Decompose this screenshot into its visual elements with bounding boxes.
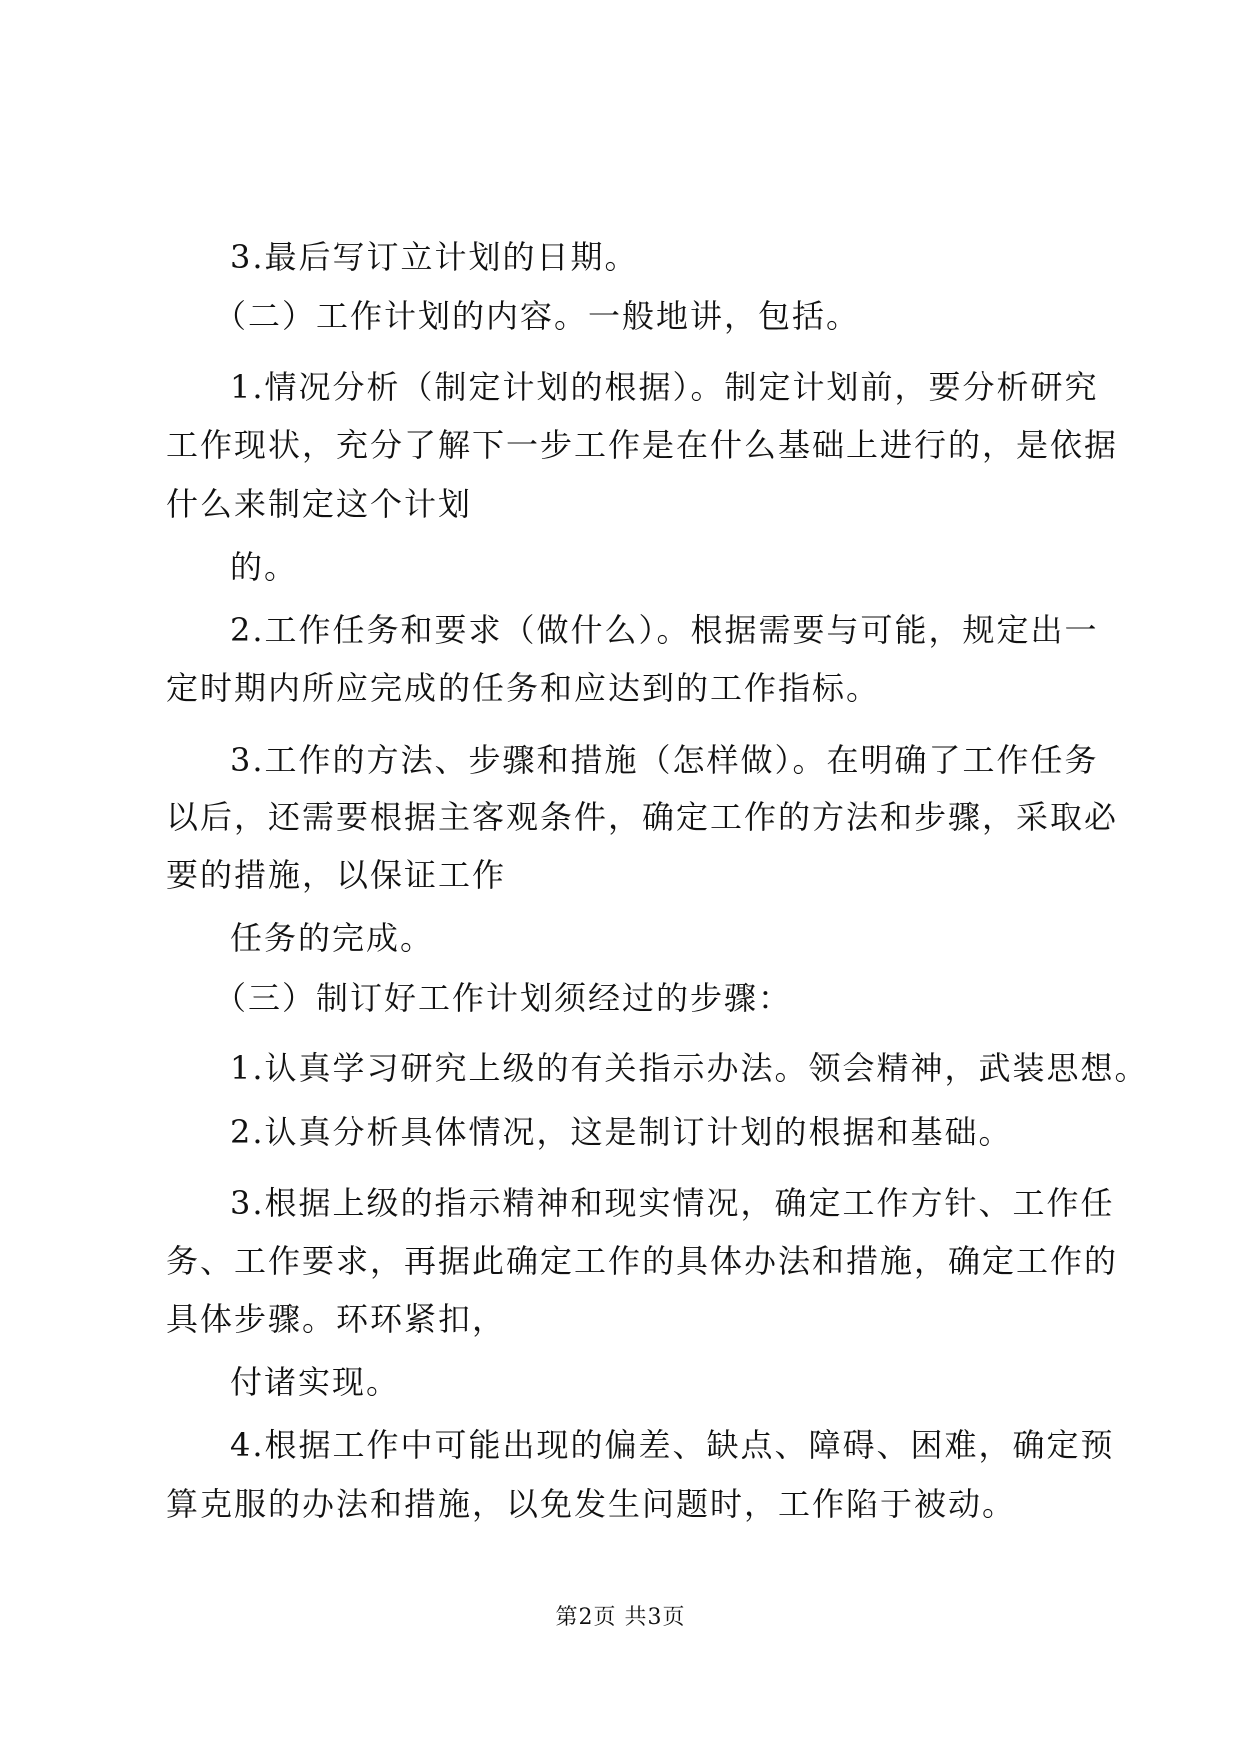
text-line: 以后，还需要根据主客观条件，确定工作的方法和步骤，采取必 <box>166 798 1119 836</box>
text-line: 定时期内所应完成的任务和应达到的工作指标。 <box>166 669 881 707</box>
text-line: 任务的完成。 <box>230 919 435 957</box>
text-line: 2.工作任务和要求（做什么）。根据需要与可能，规定出一 <box>230 611 1099 649</box>
text-line: 2.认真分析具体情况，这是制订计划的根据和基础。 <box>230 1113 1013 1151</box>
text-line: 3.最后写订立计划的日期。 <box>230 238 639 276</box>
page-footer: 第2页 共3页 <box>555 1605 686 1630</box>
text-line: （三）制订好工作计划须经过的步骤： <box>214 979 793 1017</box>
text-line: 要的措施，以保证工作 <box>166 856 507 894</box>
text-line: 算克服的办法和措施，以免发生问题时，工作陷于被动。 <box>166 1485 1017 1523</box>
text-line: 1.情况分析（制定计划的根据）。制定计划前，要分析研究 <box>230 368 1099 406</box>
text-line: 的。 <box>230 548 299 586</box>
text-line: 3.根据上级的指示精神和现实情况，确定工作方针、工作任 <box>230 1184 1115 1222</box>
text-line: （二）工作计划的内容。一般地讲，包括。 <box>214 297 861 335</box>
text-line: 付诸实现。 <box>230 1363 401 1401</box>
text-line: 务、工作要求，再据此确定工作的具体办法和措施，确定工作的 <box>166 1242 1119 1280</box>
text-line: 1.认真学习研究上级的有关指示办法。领会精神，武装思想。 <box>230 1049 1149 1087</box>
text-line: 具体步骤。环环紧扣， <box>166 1300 507 1338</box>
text-line: 什么来制定这个计划 <box>166 485 473 523</box>
text-line: 3.工作的方法、步骤和措施（怎样做）。在明确了工作任务 <box>230 741 1099 779</box>
text-line: 4.根据工作中可能出现的偏差、缺点、障碍、困难，确定预 <box>230 1426 1115 1464</box>
text-line: 工作现状，充分了解下一步工作是在什么基础上进行的，是依据 <box>166 426 1119 464</box>
